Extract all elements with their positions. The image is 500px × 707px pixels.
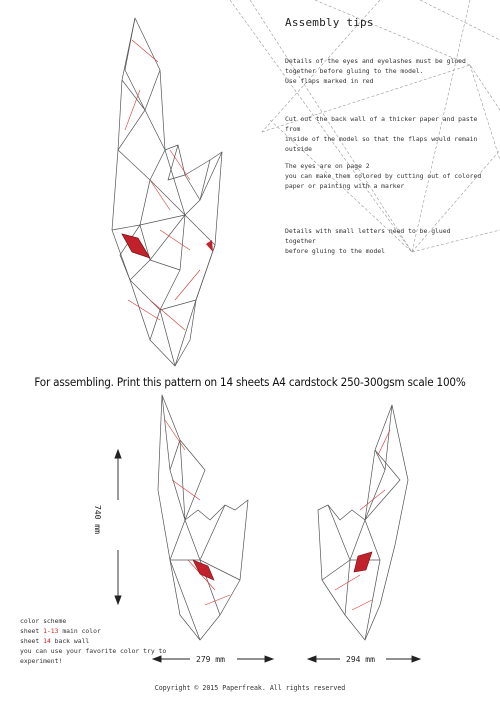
color-scheme-note: you can use your favorite color try to <box>20 647 167 655</box>
width-left-dimension-label: 279 mm <box>196 655 225 664</box>
print-instructions-headline: For assembling. Print this pattern on 14 sheets A4 cardstock 250-300gsm scale 100% <box>34 375 466 389</box>
color-scheme-sheet-main: sheet 1-13 main color <box>20 627 101 635</box>
color-scheme-note-2: experiment! <box>20 657 63 665</box>
tip-back-wall: Cut out the back wall of a thicker paper and paste from inside of the model so that the flaps would remain outside <box>285 115 478 153</box>
tip-eyes-page: The eyes are on page 2 you can make them colored by cutting out of colored paper or painting with a marker <box>285 162 482 190</box>
tip-small-letters: Details with small letters need to be glued together before gluing to the model <box>285 227 451 255</box>
width-right-dimension-label: 294 mm <box>346 655 375 664</box>
tip-eyes: Details of the eyes and eyelashes must be glued together before gluing to the model. Use flaps marked in red <box>285 57 466 85</box>
height-dimension-label: 740 mm <box>93 505 102 534</box>
assembly-tips-title: Assembly tips <box>285 16 374 29</box>
color-scheme-block <box>20 616 166 666</box>
copyright-notice: Copyright © 2015 Paperfreak. All rights reserved <box>154 684 346 692</box>
color-scheme-sheet-back: sheet 14 back wall <box>20 637 90 645</box>
color-scheme-title: color scheme <box>20 617 67 625</box>
